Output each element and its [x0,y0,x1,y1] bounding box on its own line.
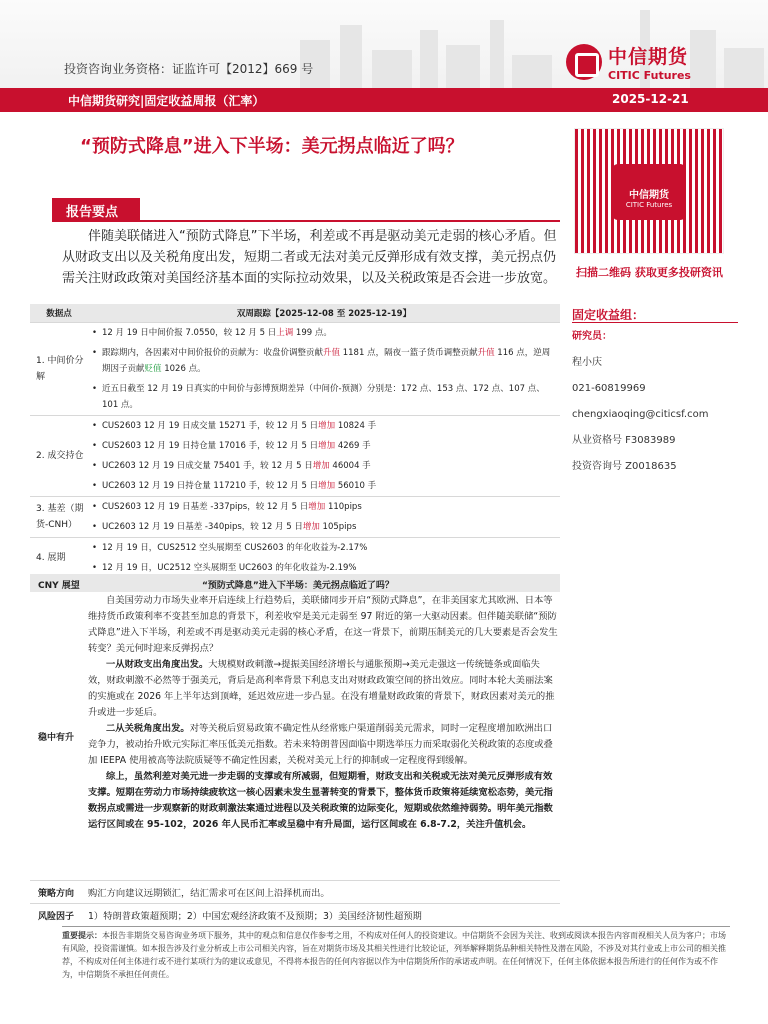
table-row [30,415,560,496]
divider [30,880,560,881]
strategy-label: 策略方向 [38,889,75,899]
table-header-row [30,304,560,322]
cny-paragraph-1: 自美国劳动力市场失业率开启连续上行趋势后，美联储同步开启“预防式降息”，在非美国家尤其欧洲、日本等维持货币政策利率不变甚至加息的背景下，利差收窄是美元走弱至 97 附近的第一大驱动因素。但伴随美联储“预防式降息”进入下半场，利差或不再是驱动美元走弱的核心矛盾，在这一背景下，前期压制美元的几大要素是否会发生转变？美元何时迎来反弹拐点？ [88,595,558,654]
researcher-name: 程小庆 [572,357,602,368]
row-label-midprice: 1. 中间价分解 [30,322,88,415]
logo-mark-icon [566,44,602,80]
qr-caption: 扫描二维码 获取更多投研资讯 [576,266,723,279]
qualification-number: 从业资格号 F3083989 [572,435,676,446]
cny-paragraph-4: 综上，虽然利差对美元进一步走弱的支撑或有所减弱，但短期看，财政支出和关税或无法对美元反弹形成有效支撑。短期在劳动力市场持续疲软这一核心因素未发生显著转变的背景下，整体货币政策将延续宽松态势，美元指数拐点或需进一步观察新的财政刺激法案通过进程以及关税政策的边际变化，短期或依然维持弱势。明年美元指数运行区间或在 95-102，2026 年人民币汇率或呈稳中有升局面，运行区间或在 6.8-7.2，关注升值机会。 [88,771,553,830]
report-category: 中信期货研究|固定收益周报（汇率） [68,94,265,108]
cny-outlook-heading: “预防式降息”进入下半场：美元拐点临近了吗？ [202,581,394,591]
list-item: • UC2603 12 月 19 日持仓量 117210 手，较 12 月 5 日增加 56010 手 [88,476,560,496]
consult-number: 投资咨询号 Z0018635 [572,461,677,472]
team-role: 研究员： [572,331,612,342]
table-header-tracking: 双周跟踪【2025-12-08 至 2025-12-19】 [88,304,560,322]
report-date: 2025-12-21 [612,92,689,106]
disclaimer-text: 本报告非期货交易咨询业务项下服务，其中的观点和信息仅作参考之用，不构成对任何人的投资建议。中信期货不会因为关注、收到或阅读本报告内容而视相关人员为客户；市场有风险，投资需谨慎。如本报告涉及行业分析或上市公司相关内容，旨在对期货市场及其相关性进行比较论证，列举解释期货品种相关特性及潜在风险，不涉及对其行业或上市公司的相关推荐，不构成对任何主体进行或不进行某项行为的建议或意见，不得将本报告的任何内容据以作为中信期货所作的承诺或声明。在任何情况下，任何主体依据本报告所进行的任何作为或不作为，中信期货不承担任何责任。 [62,931,726,979]
risk-label: 风险因子 [38,912,75,922]
list-item: • 12 月 19 日，CUS2512 空头展期至 CUS2603 的年化收益为-2.17% [88,538,560,558]
summary-divider [52,220,560,222]
logo-en-text: CITIC Futures [608,69,691,82]
table-header-datapoint: 数据点 [30,304,88,322]
cny-paragraph-2: 一从财政支出角度出发。大规模财政刺激→提振美国经济增长与通胀预期→美元走强这一传统链条或面临失效，财政刺激不必然等于强美元，背后是高利率背景下利息支出对财政政策空间的挤出效应。同时本轮大美丽法案的实施或在 2026 年上半年达到顶峰，延迟效应进一步凸显。在没有增量财政政策的背景下，财政因素对美元的推升或进一步延后。 [88,659,555,718]
list-item: • 近五日截至 12 月 19 日真实的中间价与彭博预期差异（中间价-预测）分别是：172 点、153 点、172 点、107 点、101 点。 [88,379,560,415]
qr-logo-cn: 中信期货 [629,190,669,201]
table-row [30,322,560,415]
researcher-email[interactable]: chengxiaoqing@citicsf.com [572,409,709,420]
list-item: • UC2603 12 月 19 日基差 -340pips，较 12 月 5 日增加 105pips [88,517,560,537]
qr-logo-en: CITIC Futures [625,201,673,209]
list-item: • CUS2603 12 月 19 日基差 -337pips，较 12 月 5 日增加 110pips [88,497,560,517]
risk-text: 1）特朗普政策超预期；2）中国宏观经济政策不及预期；3）美国经济韧性超预期 [88,911,422,922]
divider [30,903,560,904]
row-label-basis: 3. 基差（期货-CNH） [30,496,88,537]
qr-logo-badge [612,164,686,220]
list-item: • UC2603 12 月 19 日成交量 75401 手，较 12 月 5 日增加 46004 手 [88,456,560,476]
list-item: • CUS2603 12 月 19 日成交量 15271 手，较 12 月 5 日增加 10824 手 [88,416,560,436]
list-item: • 12 月 19 日，UC2512 空头展期至 UC2603 的年化收益为-2.19% [88,558,560,578]
team-title: 固定收益组： [572,308,645,322]
license-text: 投资咨询业务资格：证监许可【2012】669 号 [64,62,314,76]
cny-outlook-header [30,574,560,592]
disclaimer-label: 重要提示： [62,931,102,940]
row-label-rollover: 4. 展期 [30,537,88,578]
disclaimer [62,926,730,981]
list-item: • CUS2603 12 月 19 日持仓量 17016 手，较 12 月 5 日增加 4269 手 [88,436,560,456]
team-info [572,324,708,480]
company-logo [566,42,691,82]
report-title: “预防式降息”进入下半场：美元拐点临近了吗？ [80,136,464,157]
strategy-text: 购汇方向建议远期锁汇，结汇需求可在区间上沿择机而出。 [88,888,330,899]
summary-tab: 报告要点 [52,198,140,220]
cny-row-label: 稳中有升 [38,733,75,743]
table-row [30,496,560,537]
team-divider [572,322,738,323]
cny-outlook-label: CNY 展望 [38,581,80,591]
list-item: • 跟踪期内，各因素对中间价报价的贡献为：收盘价调整贡献升值 1181 点，隔夜一篮子货币调整贡献升值 116 点，逆周期因子贡献贬值 1026 点。 [88,343,560,379]
researcher-phone: 021-60819969 [572,383,646,394]
header-red-bar [0,88,768,112]
table-row [30,537,560,578]
summary-text: 伴随美联储进入“预防式降息”下半场，利差或不再是驱动美元走弱的核心矛盾。但从财政支出以及关税角度出发，短期二者或无法对美元反弹形成有效支撑，美元拐点仍需关注财政政策对美国经济基本面的实际拉动效果，以及关税政策是否会进一步放宽。 [62,229,557,286]
cny-outlook-body [88,593,558,833]
cny-paragraph-3: 二从关税角度出发。对等关税后贸易政策不确定性从经常账户渠道削弱美元需求，同时一定程度增加欧洲出口竞争力，被动抬升欧元实际汇率压低美元指数。若未来特朗普因面临中期选举压力而采取弱化关税政策的态度或叠加 IEEPA 使用被高等法院质疑等不确定性因素，关税对美元上行的抑制或一定程度得到缓解。 [88,723,553,766]
tracking-table [30,304,560,579]
logo-cn-text: 中信期货 [608,46,689,68]
list-item: • 12 月 19 日中间价报 7.0550，较 12 月 5 日上调 199 点。 [88,323,560,343]
row-label-volume: 2. 成交持仓 [30,415,88,496]
